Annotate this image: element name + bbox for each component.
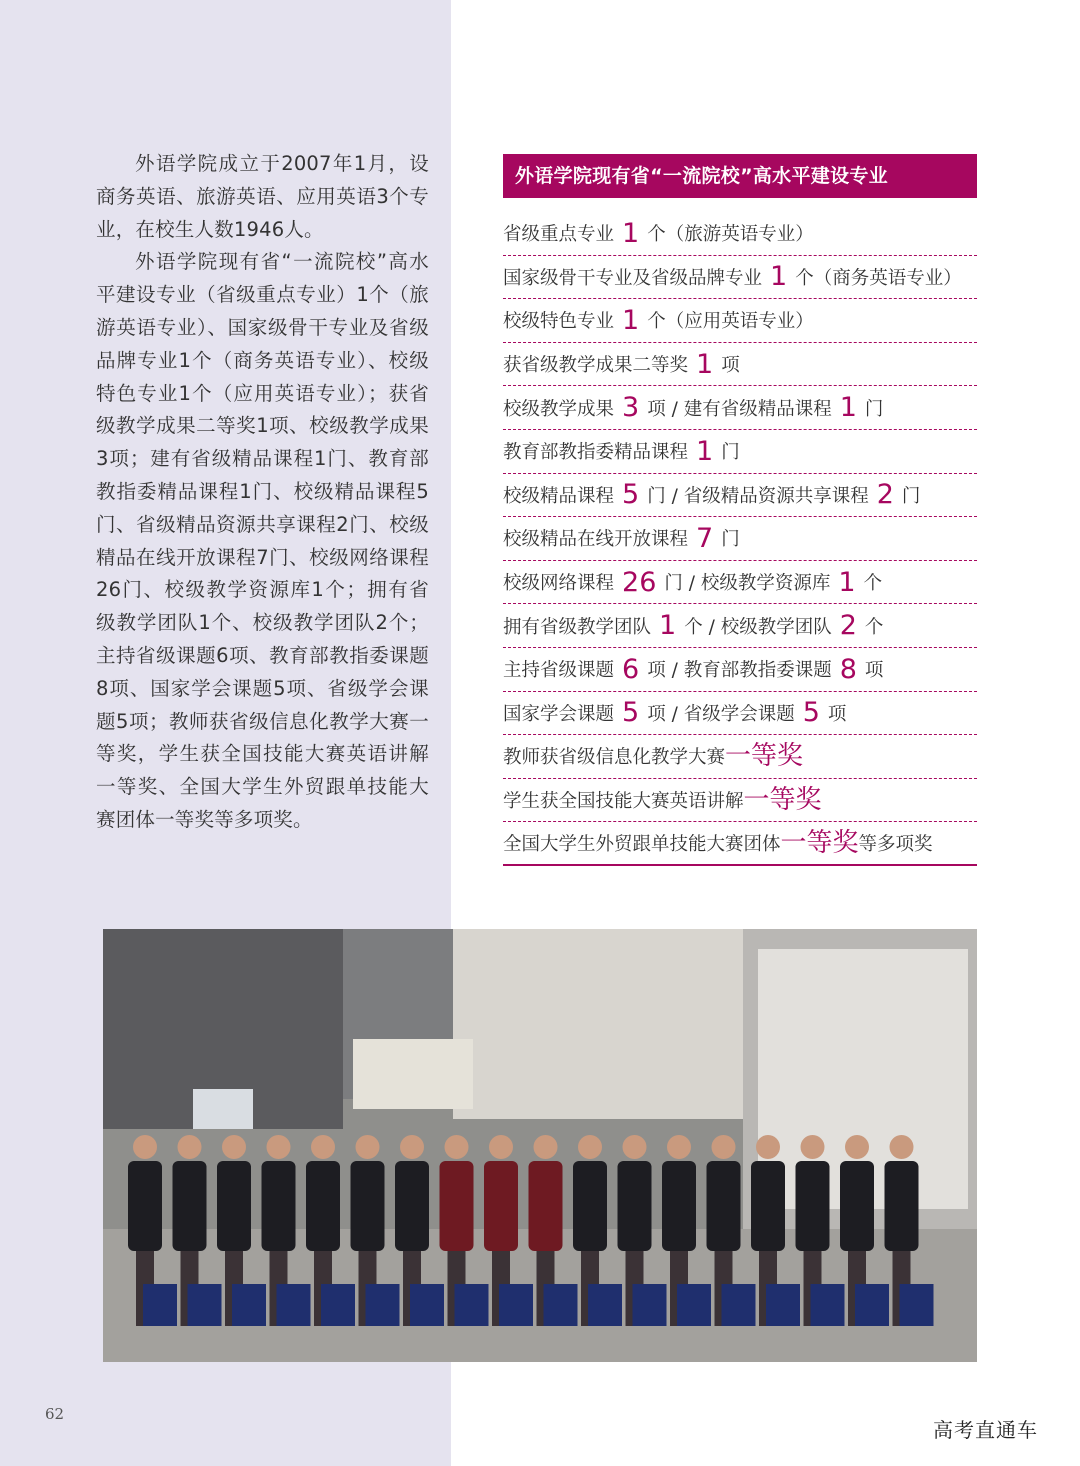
achievement-count: 1	[696, 435, 714, 467]
achievement-row	[503, 386, 977, 430]
intro-paragraph-2: 外语学院现有省“一流院校”高水平建设专业（省级重点专业）1个（旅游英语专业）、国家级骨干专业及省级品牌专业1个（商务英语专业）、校级特色专业1个（应用英语专业）；获省级教学成果二等奖1项、校级教学成果3项；建有省级精品课程1门、教育部教指委精品课程1门、校级精品课程5门、省级精品资源共享课程2门、校级精品在线开放课程7门、校级网络课程26门、校级教学资源库1个；拥有省级教学团队1个、校级教学团队2个；主持省级课题6项、教育部教指委课题8项、国家学会课题5项、省级学会课题5项；教师获省级信息化教学大赛一等奖，学生获全国技能大赛英语讲解一等奖、全国大学生外贸跟单技能大赛团体一等奖等多项奖。	[96, 250, 429, 831]
achievement-text: 门	[901, 485, 921, 507]
achievement-text: 项 / 建有省级精品课程	[647, 398, 832, 420]
student-figure	[840, 1161, 874, 1251]
award-text: 全国大学生外贸跟单技能大赛团体	[503, 834, 781, 856]
achievement-row	[503, 343, 977, 387]
student-figure	[395, 1161, 429, 1251]
achievement-count: 1	[659, 610, 677, 642]
achievement-count: 2	[839, 610, 857, 642]
gift-bag	[855, 1284, 889, 1326]
page-number: 62	[45, 1405, 65, 1423]
student-figure	[662, 1161, 696, 1251]
achievement-text: 项	[827, 703, 847, 725]
achievement-count: 5	[622, 697, 640, 729]
achievement-row	[503, 474, 977, 518]
student-head	[845, 1135, 869, 1159]
student-head	[667, 1135, 691, 1159]
gift-bag	[143, 1284, 177, 1326]
student-figure	[751, 1161, 785, 1251]
gift-bag	[544, 1284, 578, 1326]
achievement-count: 5	[802, 697, 820, 729]
achievement-count: 5	[622, 479, 640, 511]
gift-bag	[588, 1284, 622, 1326]
intro-paragraph-1: 外语学院成立于2007年1月，设商务英语、旅游英语、应用英语3个专业，在校生人数1946人。	[96, 152, 429, 241]
achievement-text: 校级精品在线开放课程	[503, 529, 689, 551]
award-row	[503, 822, 977, 866]
student-head	[801, 1135, 825, 1159]
award-text: 等多项奖	[858, 834, 933, 856]
achievement-count: 8	[839, 653, 857, 685]
student-figure	[306, 1161, 340, 1251]
achievement-text: 教育部教指委精品课程	[503, 442, 689, 464]
gift-bag	[410, 1284, 444, 1326]
student-figure	[707, 1161, 741, 1251]
award-row	[503, 779, 977, 823]
achievement-row	[503, 256, 977, 300]
award-text: 学生获全国技能大赛英语讲解	[503, 791, 744, 813]
student-head	[267, 1135, 291, 1159]
student-figure	[128, 1161, 162, 1251]
gift-bag	[188, 1284, 222, 1326]
achievement-count: 2	[876, 479, 894, 511]
achievement-text: 个	[863, 573, 883, 595]
achievement-text: 项 / 省级学会课题	[647, 703, 795, 725]
intro-text	[96, 148, 429, 837]
student-head	[489, 1135, 513, 1159]
achievement-row	[503, 604, 977, 648]
achievement-text: 主持省级课题	[503, 660, 615, 682]
group-photo-image	[103, 929, 977, 1362]
student-head	[311, 1135, 335, 1159]
group-photo	[103, 929, 977, 1362]
watermark: 高考直通车	[933, 1418, 1038, 1442]
student-figure	[796, 1161, 830, 1251]
achievement-text: 获省级教学成果二等奖	[503, 355, 689, 377]
gift-bag	[366, 1284, 400, 1326]
achievement-text: 国家级骨干专业及省级品牌专业	[503, 267, 763, 289]
award-level: 一等奖	[780, 828, 859, 859]
achievement-count: 7	[696, 522, 714, 554]
achievement-count: 6	[622, 653, 640, 685]
achievement-text: 拥有省级教学团队	[503, 616, 652, 638]
award-row	[503, 735, 977, 779]
student-head	[623, 1135, 647, 1159]
achievement-text: 个	[864, 616, 884, 638]
achievement-row	[503, 517, 977, 561]
achievement-count: 1	[696, 348, 714, 380]
student-head	[445, 1135, 469, 1159]
achievement-text: 项 / 教育部教指委课题	[647, 660, 832, 682]
student-head	[534, 1135, 558, 1159]
achievement-count: 3	[622, 392, 640, 424]
achievement-text: 个（应用英语专业）	[647, 311, 814, 333]
achievement-text: 门	[864, 398, 884, 420]
achievement-count: 26	[622, 566, 657, 598]
award-level: 一等奖	[743, 785, 822, 816]
achievement-text: 个 / 校级教学团队	[684, 616, 832, 638]
achievement-count: 1	[838, 566, 856, 598]
achievement-count: 1	[839, 392, 857, 424]
student-figure	[573, 1161, 607, 1251]
gift-bag	[277, 1284, 311, 1326]
achievement-row	[503, 212, 977, 256]
achievement-row	[503, 299, 977, 343]
student-figure	[351, 1161, 385, 1251]
award-text: 教师获省级信息化教学大赛	[503, 747, 726, 769]
achievement-text: 校级精品课程	[503, 485, 615, 507]
achievement-row	[503, 561, 977, 605]
student-figure	[618, 1161, 652, 1251]
achievement-text: 门 / 校级教学资源库	[664, 573, 831, 595]
student-head	[578, 1135, 602, 1159]
student-head	[133, 1135, 157, 1159]
achievement-count: 1	[770, 261, 788, 293]
achievement-text: 校级特色专业	[503, 311, 615, 333]
achievement-text: 项	[721, 355, 740, 377]
student-figure	[484, 1161, 518, 1251]
gift-bag	[499, 1284, 533, 1326]
student-figure	[217, 1161, 251, 1251]
student-head	[756, 1135, 780, 1159]
achievement-text: 个（商务英语专业）	[795, 267, 962, 289]
student-head	[356, 1135, 380, 1159]
achievement-count: 1	[622, 304, 640, 336]
student-head	[178, 1135, 202, 1159]
student-figure	[529, 1161, 563, 1251]
achievements-list	[503, 212, 977, 866]
achievement-text: 项	[864, 660, 884, 682]
achievement-text: 校级网络课程	[503, 573, 615, 595]
student-figure	[885, 1161, 919, 1251]
student-head	[400, 1135, 424, 1159]
achievement-text: 校级教学成果	[503, 398, 615, 420]
achievement-text: 门 / 省级精品资源共享课程	[647, 485, 869, 507]
student-head	[712, 1135, 736, 1159]
gift-bag	[900, 1284, 934, 1326]
achievement-row	[503, 692, 977, 736]
achievement-count: 1	[622, 217, 640, 249]
student-figure	[262, 1161, 296, 1251]
student-head	[890, 1135, 914, 1159]
achievement-text: 国家学会课题	[503, 703, 615, 725]
students-group	[128, 1135, 934, 1326]
gift-bag	[766, 1284, 800, 1326]
gift-bag	[811, 1284, 845, 1326]
achievement-row	[503, 648, 977, 692]
student-head	[222, 1135, 246, 1159]
achievement-text: 门	[721, 529, 740, 551]
achievement-row	[503, 430, 977, 474]
gift-bag	[722, 1284, 756, 1326]
award-level: 一等奖	[725, 741, 804, 772]
gift-bag	[455, 1284, 489, 1326]
gift-bag	[633, 1284, 667, 1326]
gift-bag	[321, 1284, 355, 1326]
student-figure	[440, 1161, 474, 1251]
gift-bag	[232, 1284, 266, 1326]
achievement-text: 门	[721, 442, 740, 464]
achievements-header: 外语学院现有省“一流院校”高水平建设专业	[503, 154, 977, 198]
gift-bag	[677, 1284, 711, 1326]
achievement-text: 省级重点专业	[503, 224, 615, 246]
student-figure	[173, 1161, 207, 1251]
achievement-text: 个（旅游英语专业）	[647, 224, 814, 246]
